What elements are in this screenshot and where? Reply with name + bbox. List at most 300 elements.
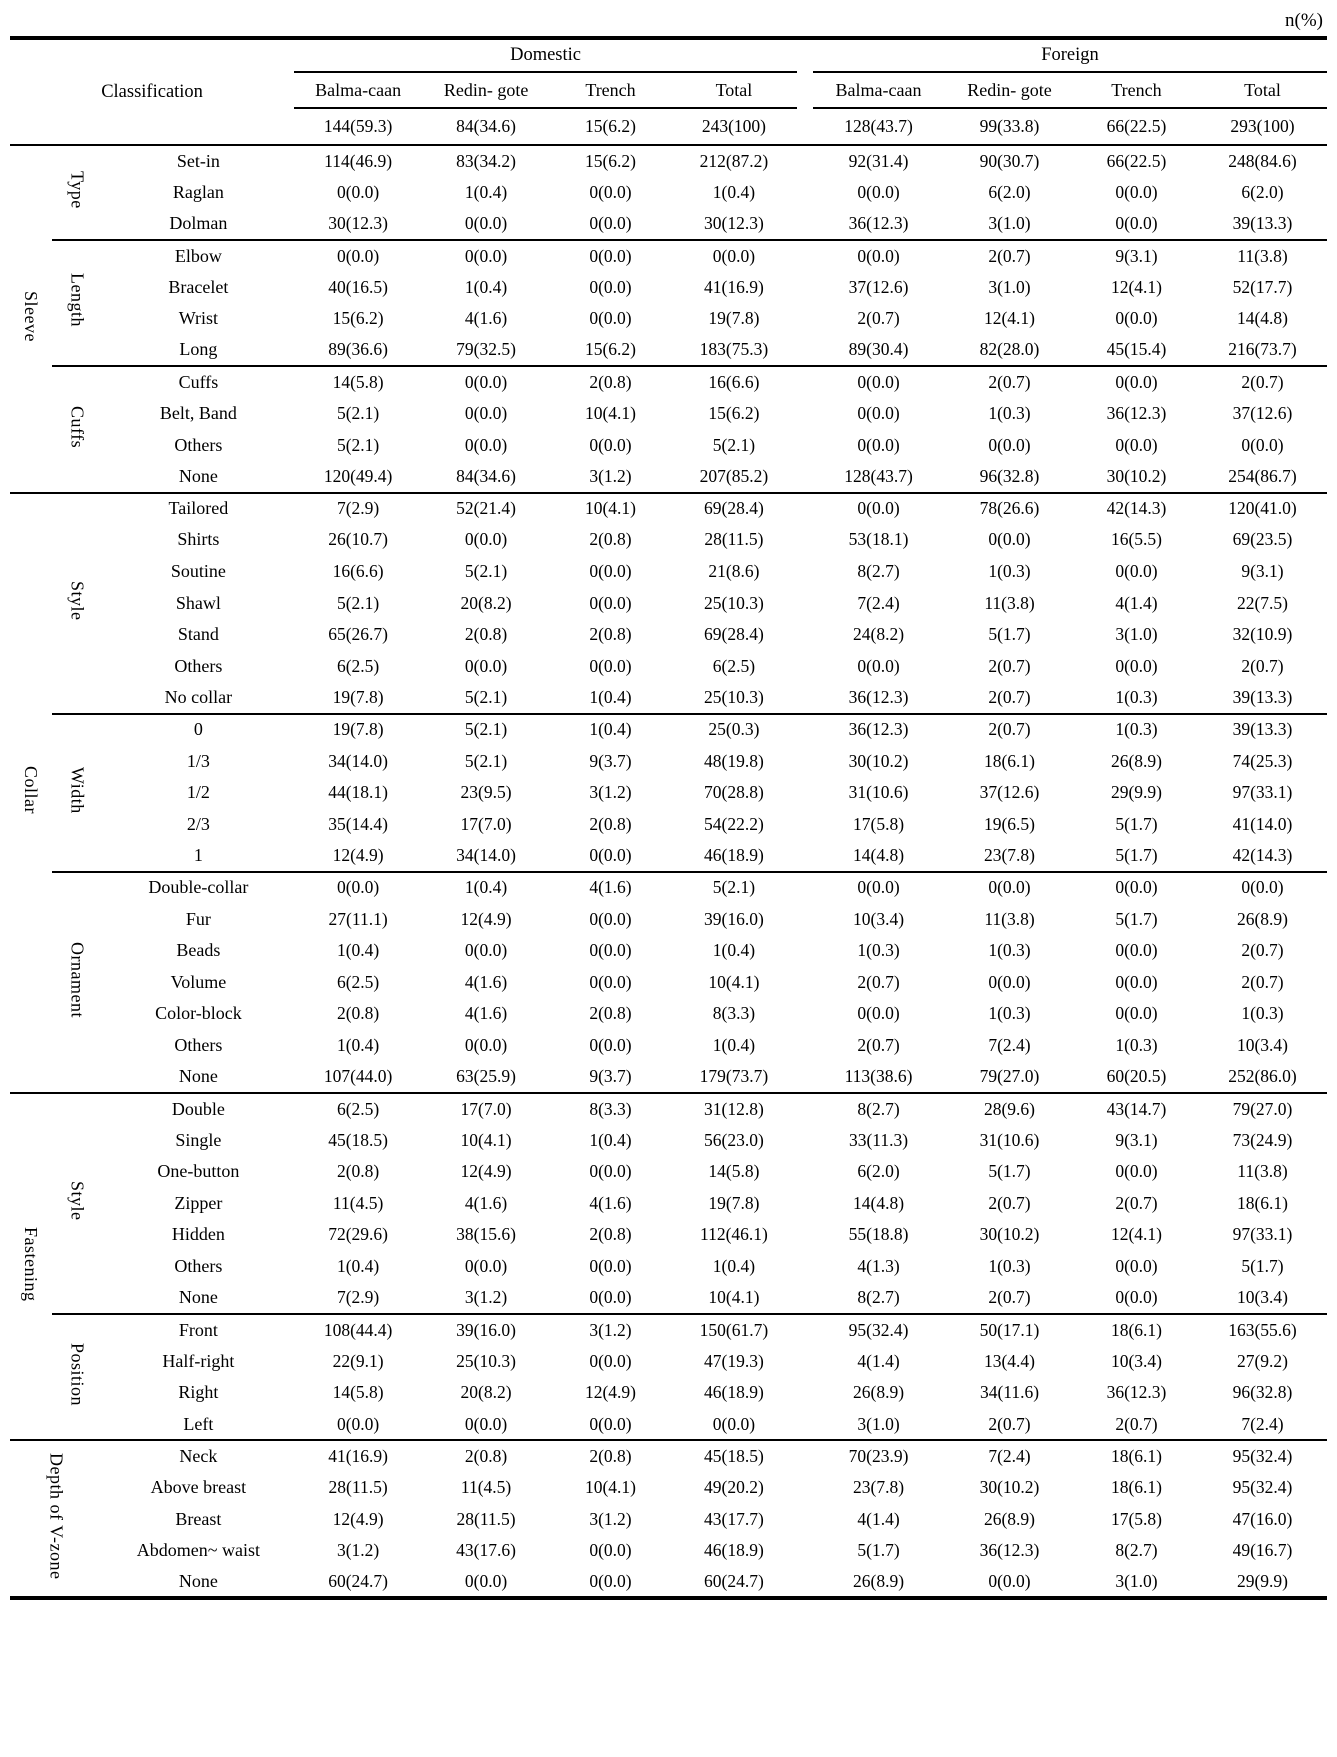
value-foreign-1-stand: 5(1.7) bbox=[988, 624, 1031, 645]
value-foreign-0-hidden: 55(18.8) bbox=[848, 1224, 909, 1245]
table-row-collar-0 bbox=[10, 714, 1327, 746]
value-foreign-0-color-block: 0(0.0) bbox=[857, 1003, 900, 1024]
row-gap bbox=[797, 840, 813, 872]
value-foreign-1-dolman: 3(1.0) bbox=[988, 212, 1031, 233]
value-foreign-0-stand: 24(8.2) bbox=[853, 624, 905, 645]
value-foreign-3-none: 254(86.7) bbox=[1228, 465, 1297, 486]
value-domestic-3-none: 10(4.1) bbox=[708, 1287, 760, 1308]
value-foreign-0-half-right: 4(1.4) bbox=[857, 1350, 900, 1371]
value-foreign-2-abdomen-waist: 8(2.7) bbox=[1115, 1540, 1158, 1561]
row-gap bbox=[797, 935, 813, 967]
value-foreign-1-0: 2(0.7) bbox=[944, 714, 1075, 746]
value-foreign-3-one-button: 11(3.8) bbox=[1237, 1161, 1288, 1182]
row-gap bbox=[797, 998, 813, 1030]
item-label-color-block: Color-block bbox=[155, 1003, 242, 1024]
value-domestic-1-double: 17(7.0) bbox=[422, 1093, 550, 1125]
value-domestic-3-hidden: 112(46.1) bbox=[699, 1224, 768, 1245]
value-foreign-1-half-right: 13(4.4) bbox=[983, 1350, 1036, 1371]
column-header-domestic-total: Total bbox=[671, 72, 797, 108]
value-domestic-2-no-collar: 1(0.4) bbox=[589, 686, 632, 707]
value-foreign-0-volume: 2(0.7) bbox=[857, 971, 900, 992]
value-domestic-0-none: 7(2.9) bbox=[336, 1287, 380, 1308]
row-gap bbox=[797, 271, 813, 303]
value-domestic-0-beads: 1(0.4) bbox=[336, 940, 380, 961]
table-row-depth-of-v-zone-abdomen-waist bbox=[10, 1535, 1327, 1567]
total-count-foreign-trench: 66(22.5) bbox=[1075, 108, 1198, 145]
value-foreign-2-color-block: 0(0.0) bbox=[1115, 1003, 1158, 1024]
value-foreign-2-2-3: 5(1.7) bbox=[1115, 813, 1158, 834]
value-domestic-2-double: 8(3.3) bbox=[550, 1093, 671, 1125]
row-gap bbox=[797, 1093, 813, 1125]
value-domestic-0-half-right: 22(9.1) bbox=[332, 1350, 384, 1371]
value-domestic-2-bracelet: 0(0.0) bbox=[589, 276, 632, 297]
value-domestic-0-none: 60(24.7) bbox=[328, 1571, 388, 1592]
value-foreign-2-neck: 18(6.1) bbox=[1075, 1440, 1198, 1472]
value-domestic-3-1-2: 70(28.8) bbox=[704, 782, 764, 803]
group-label-text-sleeve: Sleeve bbox=[21, 290, 42, 342]
table-row-sleeve-belt-band bbox=[10, 398, 1327, 430]
value-domestic-0-1-3: 34(14.0) bbox=[328, 750, 388, 771]
row-gap bbox=[797, 1440, 813, 1472]
value-foreign-0-2-3: 17(5.8) bbox=[853, 813, 905, 834]
item-label-hidden: Hidden bbox=[171, 1224, 225, 1245]
table-row-depth-of-v-zone-above-breast bbox=[10, 1472, 1327, 1504]
value-foreign-2-front: 18(6.1) bbox=[1075, 1314, 1198, 1346]
value-foreign-2-1-3: 26(8.9) bbox=[1110, 750, 1162, 771]
value-domestic-3-left: 0(0.0) bbox=[712, 1413, 756, 1434]
table-row-fastening-left bbox=[10, 1409, 1327, 1441]
row-gap bbox=[797, 1314, 813, 1346]
value-foreign-1-others: 7(2.4) bbox=[988, 1034, 1031, 1055]
value-domestic-0-cuffs: 14(5.8) bbox=[294, 366, 422, 398]
value-foreign-3-half-right: 27(9.2) bbox=[1236, 1350, 1288, 1371]
table-row-fastening-none bbox=[10, 1282, 1327, 1314]
value-foreign-1-one-button: 5(1.7) bbox=[988, 1161, 1031, 1182]
value-domestic-2-volume: 0(0.0) bbox=[589, 971, 632, 992]
value-domestic-2-others: 0(0.0) bbox=[589, 434, 632, 455]
table-row-fastening-single bbox=[10, 1124, 1327, 1156]
value-foreign-0-above-breast: 23(7.8) bbox=[853, 1477, 905, 1498]
group-label-text-fastening: Fastening bbox=[21, 1226, 42, 1302]
item-label-0: 0 bbox=[103, 714, 294, 746]
value-foreign-3-wrist: 14(4.8) bbox=[1236, 308, 1288, 329]
row-gap bbox=[797, 366, 813, 398]
value-foreign-2-others: 0(0.0) bbox=[1115, 1256, 1158, 1277]
value-foreign-2-none: 60(20.5) bbox=[1106, 1066, 1167, 1087]
value-domestic-0-elbow: 0(0.0) bbox=[294, 240, 422, 272]
subgroup-label-sleeve-type bbox=[52, 145, 102, 240]
value-domestic-3-right: 46(18.9) bbox=[704, 1382, 764, 1403]
group-label-depth-of-v-zone bbox=[10, 1440, 103, 1598]
value-domestic-3-front: 150(61.7) bbox=[671, 1314, 797, 1346]
table-body bbox=[10, 145, 1327, 1598]
table-row-collar-none bbox=[10, 1061, 1327, 1093]
value-foreign-3-others: 0(0.0) bbox=[1241, 434, 1284, 455]
value-domestic-3-fur: 39(16.0) bbox=[704, 908, 764, 929]
value-domestic-3-neck: 45(18.5) bbox=[671, 1440, 797, 1472]
value-domestic-2-soutine: 0(0.0) bbox=[589, 561, 632, 582]
table-row-collar-1 bbox=[10, 840, 1327, 872]
value-foreign-0-neck: 70(23.9) bbox=[813, 1440, 944, 1472]
group-label-collar bbox=[10, 493, 52, 1093]
value-domestic-1-0: 5(2.1) bbox=[422, 714, 550, 746]
table-row-collar-others bbox=[10, 1030, 1327, 1062]
item-label-raglan: Raglan bbox=[172, 181, 224, 202]
value-domestic-0-shawl: 5(2.1) bbox=[336, 592, 380, 613]
value-foreign-3-2-3: 41(14.0) bbox=[1232, 813, 1293, 834]
subgroup-label-sleeve-length bbox=[52, 240, 102, 366]
value-foreign-0-none: 128(43.7) bbox=[844, 465, 913, 486]
value-foreign-2-0: 1(0.3) bbox=[1075, 714, 1198, 746]
value-domestic-3-zipper: 19(7.8) bbox=[708, 1192, 760, 1213]
value-foreign-1-long: 82(28.0) bbox=[979, 339, 1040, 360]
value-domestic-3-one-button: 14(5.8) bbox=[708, 1161, 760, 1182]
subgroup-label-fastening-position bbox=[52, 1314, 102, 1440]
table-row-collar-soutine bbox=[10, 556, 1327, 588]
item-label-one-button: One-button bbox=[157, 1161, 240, 1182]
column-header-foreign-total: Total bbox=[1198, 72, 1327, 108]
value-foreign-2-double: 43(14.7) bbox=[1075, 1093, 1198, 1125]
value-foreign-3-tailored: 120(41.0) bbox=[1198, 493, 1327, 525]
value-foreign-1-none: 2(0.7) bbox=[988, 1287, 1031, 1308]
value-domestic-3-double: 31(12.8) bbox=[671, 1093, 797, 1125]
item-label-abdomen-waist: Abdomen~ waist bbox=[136, 1540, 261, 1561]
value-domestic-1-belt-band: 0(0.0) bbox=[464, 403, 508, 424]
value-foreign-3-fur: 26(8.9) bbox=[1236, 908, 1288, 929]
table-row-sleeve-others bbox=[10, 429, 1327, 461]
value-foreign-1-others: 2(0.7) bbox=[988, 655, 1031, 676]
value-domestic-0-tailored: 7(2.9) bbox=[294, 493, 422, 525]
table-row-sleeve-none bbox=[10, 461, 1327, 493]
value-foreign-2-none: 3(1.0) bbox=[1115, 1571, 1158, 1592]
value-domestic-1-1-3: 5(2.1) bbox=[464, 750, 508, 771]
table-row-sleeve-long bbox=[10, 335, 1327, 367]
value-foreign-1-zipper: 2(0.7) bbox=[988, 1192, 1031, 1213]
item-label-others: Others bbox=[174, 655, 223, 676]
value-foreign-0-bracelet: 37(12.6) bbox=[848, 276, 909, 297]
value-foreign-1-volume: 0(0.0) bbox=[988, 971, 1031, 992]
value-foreign-0-fur: 10(3.4) bbox=[853, 908, 905, 929]
subgroup-label-collar-ornament bbox=[52, 872, 102, 1093]
value-foreign-3-shawl: 22(7.5) bbox=[1236, 592, 1288, 613]
total-count-foreign-redingote: 99(33.8) bbox=[944, 108, 1075, 145]
value-domestic-0-volume: 6(2.5) bbox=[336, 971, 380, 992]
item-label-beads: Beads bbox=[176, 940, 221, 961]
value-domestic-1-bracelet: 1(0.4) bbox=[464, 276, 508, 297]
value-foreign-3-others: 10(3.4) bbox=[1236, 1034, 1288, 1055]
value-foreign-2-none: 0(0.0) bbox=[1115, 1287, 1158, 1308]
value-foreign-0-long: 89(30.4) bbox=[848, 339, 909, 360]
value-foreign-0-right: 26(8.9) bbox=[853, 1382, 905, 1403]
value-foreign-0-none: 8(2.7) bbox=[857, 1287, 900, 1308]
value-foreign-0-abdomen-waist: 5(1.7) bbox=[857, 1540, 900, 1561]
row-gap bbox=[797, 1472, 813, 1504]
value-domestic-2-one-button: 0(0.0) bbox=[589, 1161, 632, 1182]
table-row-sleeve-bracelet bbox=[10, 271, 1327, 303]
table-row-collar-shawl bbox=[10, 587, 1327, 619]
row-gap bbox=[797, 808, 813, 840]
value-foreign-1-none: 0(0.0) bbox=[988, 1571, 1031, 1592]
value-foreign-1-elbow: 2(0.7) bbox=[944, 240, 1075, 272]
value-foreign-3-none: 29(9.9) bbox=[1236, 1571, 1288, 1592]
value-domestic-3-stand: 69(28.4) bbox=[704, 624, 764, 645]
row-gap bbox=[797, 872, 813, 904]
value-foreign-2-others: 0(0.0) bbox=[1115, 434, 1158, 455]
value-domestic-0-zipper: 11(4.5) bbox=[332, 1192, 384, 1213]
value-domestic-0-set-in: 114(46.9) bbox=[294, 145, 422, 177]
value-domestic-1-none: 0(0.0) bbox=[464, 1571, 508, 1592]
value-domestic-2-above-breast: 10(4.1) bbox=[584, 1477, 637, 1498]
value-foreign-2-others: 1(0.3) bbox=[1115, 1034, 1158, 1055]
row-gap bbox=[797, 1156, 813, 1188]
table-row-collar-tailored bbox=[10, 493, 1327, 525]
column-header-domestic-balmacaan: Balma-caan bbox=[294, 72, 422, 108]
value-domestic-3-tailored: 69(28.4) bbox=[671, 493, 797, 525]
value-domestic-1-abdomen-waist: 43(17.6) bbox=[456, 1540, 516, 1561]
value-foreign-0-dolman: 36(12.3) bbox=[848, 212, 909, 233]
row-gap bbox=[797, 398, 813, 430]
table-row-fastening-zipper bbox=[10, 1188, 1327, 1220]
value-foreign-1-raglan: 6(2.0) bbox=[988, 181, 1031, 202]
value-foreign-2-left: 2(0.7) bbox=[1115, 1413, 1158, 1434]
value-foreign-0-double: 8(2.7) bbox=[813, 1093, 944, 1125]
value-foreign-2-long: 45(15.4) bbox=[1106, 339, 1167, 360]
item-label-above-breast: Above breast bbox=[150, 1477, 247, 1498]
value-foreign-3-1-2: 97(33.1) bbox=[1232, 782, 1293, 803]
value-foreign-2-1: 5(1.7) bbox=[1115, 844, 1158, 865]
table-row-fastening-front bbox=[10, 1314, 1327, 1346]
value-foreign-3-cuffs: 2(0.7) bbox=[1198, 366, 1327, 398]
value-domestic-3-1: 46(18.9) bbox=[704, 844, 764, 865]
value-domestic-1-cuffs: 0(0.0) bbox=[422, 366, 550, 398]
value-foreign-1-belt-band: 1(0.3) bbox=[988, 403, 1031, 424]
subgroup-label-fastening-style bbox=[52, 1093, 102, 1314]
group-label-text-collar: Collar bbox=[21, 766, 42, 815]
value-domestic-3-2-3: 54(22.2) bbox=[704, 813, 764, 834]
value-foreign-0-others: 4(1.3) bbox=[857, 1256, 900, 1277]
value-domestic-2-cuffs: 2(0.8) bbox=[550, 366, 671, 398]
value-foreign-2-double-collar: 0(0.0) bbox=[1075, 872, 1198, 904]
value-domestic-0-0: 19(7.8) bbox=[294, 714, 422, 746]
value-foreign-2-set-in: 66(22.5) bbox=[1075, 145, 1198, 177]
value-domestic-2-stand: 2(0.8) bbox=[589, 624, 632, 645]
value-domestic-2-abdomen-waist: 0(0.0) bbox=[589, 1540, 632, 1561]
value-foreign-2-fur: 5(1.7) bbox=[1115, 908, 1158, 929]
classification-table bbox=[10, 36, 1327, 1600]
row-gap bbox=[797, 903, 813, 935]
total-count-domestic-total: 243(100) bbox=[671, 108, 797, 145]
value-foreign-0-one-button: 6(2.0) bbox=[857, 1161, 900, 1182]
value-foreign-3-double: 79(27.0) bbox=[1198, 1093, 1327, 1125]
row-gap bbox=[797, 493, 813, 525]
value-domestic-0-1: 12(4.9) bbox=[332, 844, 384, 865]
value-foreign-1-2-3: 19(6.5) bbox=[983, 813, 1036, 834]
value-foreign-1-shirts: 0(0.0) bbox=[988, 529, 1031, 550]
value-domestic-1-1: 34(14.0) bbox=[456, 844, 516, 865]
value-domestic-3-beads: 1(0.4) bbox=[712, 940, 756, 961]
value-domestic-3-abdomen-waist: 46(18.9) bbox=[704, 1540, 764, 1561]
value-domestic-1-others: 0(0.0) bbox=[464, 1034, 508, 1055]
item-label-others: Others bbox=[174, 1034, 223, 1055]
row-gap bbox=[797, 1188, 813, 1220]
item-label-volume: Volume bbox=[170, 971, 227, 992]
value-foreign-3-right: 96(32.8) bbox=[1232, 1382, 1293, 1403]
value-foreign-0-1: 14(4.8) bbox=[853, 844, 905, 865]
value-domestic-3-dolman: 30(12.3) bbox=[704, 212, 764, 233]
value-domestic-3-set-in: 212(87.2) bbox=[671, 145, 797, 177]
value-foreign-2-wrist: 0(0.0) bbox=[1115, 308, 1158, 329]
value-domestic-2-0: 1(0.4) bbox=[550, 714, 671, 746]
value-domestic-1-neck: 2(0.8) bbox=[422, 1440, 550, 1472]
value-foreign-1-breast: 26(8.9) bbox=[983, 1508, 1036, 1529]
value-domestic-0-abdomen-waist: 3(1.2) bbox=[336, 1540, 380, 1561]
value-domestic-3-belt-band: 15(6.2) bbox=[708, 403, 760, 424]
value-domestic-1-zipper: 4(1.6) bbox=[464, 1192, 508, 1213]
value-foreign-3-neck: 95(32.4) bbox=[1198, 1440, 1327, 1472]
table-row-fastening-others bbox=[10, 1251, 1327, 1283]
table-row-collar-1-2 bbox=[10, 777, 1327, 809]
value-foreign-1-tailored: 78(26.6) bbox=[944, 493, 1075, 525]
value-foreign-3-belt-band: 37(12.6) bbox=[1232, 403, 1293, 424]
row-gap bbox=[797, 682, 813, 714]
value-domestic-1-long: 79(32.5) bbox=[456, 339, 516, 360]
value-foreign-1-neck: 7(2.4) bbox=[944, 1440, 1075, 1472]
value-domestic-2-2-3: 2(0.8) bbox=[589, 813, 632, 834]
value-domestic-0-bracelet: 40(16.5) bbox=[328, 276, 388, 297]
value-domestic-2-fur: 0(0.0) bbox=[589, 908, 632, 929]
value-domestic-0-belt-band: 5(2.1) bbox=[336, 403, 380, 424]
value-foreign-0-others: 0(0.0) bbox=[857, 434, 900, 455]
row-gap bbox=[797, 777, 813, 809]
row-gap bbox=[797, 587, 813, 619]
row-gap bbox=[797, 1061, 813, 1093]
value-foreign-3-single: 73(24.9) bbox=[1232, 1129, 1293, 1150]
value-foreign-1-cuffs: 2(0.7) bbox=[944, 366, 1075, 398]
foreign-group-header: Foreign bbox=[813, 38, 1327, 72]
value-foreign-3-raglan: 6(2.0) bbox=[1241, 181, 1284, 202]
value-foreign-1-soutine: 1(0.3) bbox=[988, 561, 1031, 582]
value-domestic-2-others: 0(0.0) bbox=[589, 1256, 632, 1277]
value-domestic-0-raglan: 0(0.0) bbox=[336, 181, 380, 202]
value-foreign-3-0: 39(13.3) bbox=[1198, 714, 1327, 746]
value-foreign-3-no-collar: 39(13.3) bbox=[1232, 686, 1293, 707]
row-gap bbox=[797, 1535, 813, 1567]
value-foreign-0-no-collar: 36(12.3) bbox=[848, 686, 909, 707]
value-domestic-1-1-2: 23(9.5) bbox=[460, 782, 512, 803]
header-group-row bbox=[10, 38, 1327, 72]
value-domestic-2-others: 0(0.0) bbox=[589, 1034, 632, 1055]
value-foreign-1-1: 23(7.8) bbox=[983, 844, 1036, 865]
table-row-sleeve-raglan bbox=[10, 177, 1327, 209]
value-domestic-3-long: 183(75.3) bbox=[699, 339, 769, 360]
value-foreign-0-others: 2(0.7) bbox=[857, 1034, 900, 1055]
value-domestic-1-stand: 2(0.8) bbox=[464, 624, 508, 645]
value-domestic-0-shirts: 26(10.7) bbox=[328, 529, 388, 550]
value-domestic-1-wrist: 4(1.6) bbox=[464, 308, 508, 329]
value-foreign-3-beads: 2(0.7) bbox=[1241, 940, 1284, 961]
value-domestic-3-none: 60(24.7) bbox=[704, 1571, 764, 1592]
item-label-shawl: Shawl bbox=[175, 592, 221, 613]
value-domestic-2-tailored: 10(4.1) bbox=[550, 493, 671, 525]
value-domestic-0-neck: 41(16.9) bbox=[294, 1440, 422, 1472]
item-label-wrist: Wrist bbox=[178, 308, 219, 329]
value-foreign-1-1-2: 37(12.6) bbox=[979, 782, 1040, 803]
item-label-breast: Breast bbox=[175, 1508, 222, 1529]
value-domestic-3-1-3: 48(19.8) bbox=[704, 750, 764, 771]
value-foreign-2-belt-band: 36(12.3) bbox=[1106, 403, 1167, 424]
item-label-single: Single bbox=[175, 1129, 222, 1150]
row-gap bbox=[797, 619, 813, 651]
value-domestic-3-others: 1(0.4) bbox=[712, 1256, 756, 1277]
table-row-collar-no-collar bbox=[10, 682, 1327, 714]
value-foreign-2-bracelet: 12(4.1) bbox=[1110, 276, 1162, 297]
value-domestic-1-set-in: 83(34.2) bbox=[422, 145, 550, 177]
value-domestic-0-above-breast: 28(11.5) bbox=[328, 1477, 388, 1498]
value-domestic-3-elbow: 0(0.0) bbox=[671, 240, 797, 272]
value-domestic-2-right: 12(4.9) bbox=[584, 1382, 637, 1403]
value-domestic-1-soutine: 5(2.1) bbox=[464, 561, 508, 582]
value-foreign-3-stand: 32(10.9) bbox=[1232, 624, 1293, 645]
row-gap bbox=[797, 240, 813, 272]
value-domestic-0-others: 6(2.5) bbox=[336, 655, 380, 676]
value-domestic-2-raglan: 0(0.0) bbox=[589, 181, 632, 202]
item-label-right: Right bbox=[178, 1382, 219, 1403]
column-header-foreign-redingote: Redin- gote bbox=[944, 72, 1075, 108]
row-gap bbox=[797, 1567, 813, 1599]
value-domestic-3-single: 56(23.0) bbox=[704, 1129, 764, 1150]
value-foreign-1-wrist: 12(4.1) bbox=[983, 308, 1036, 329]
value-foreign-2-beads: 0(0.0) bbox=[1115, 940, 1158, 961]
row-gap bbox=[797, 1346, 813, 1378]
subgroup-label-text-length: Length bbox=[67, 273, 88, 328]
row-gap bbox=[797, 556, 813, 588]
item-label-none: None bbox=[178, 1571, 218, 1592]
table-row-collar-shirts bbox=[10, 524, 1327, 556]
total-count-domestic-trench: 15(6.2) bbox=[550, 108, 671, 145]
value-domestic-3-others: 1(0.4) bbox=[712, 1034, 756, 1055]
value-domestic-1-none: 63(25.9) bbox=[456, 1066, 516, 1087]
table-row-depth-of-v-zone-none bbox=[10, 1567, 1327, 1599]
value-domestic-2-1-2: 3(1.2) bbox=[589, 782, 632, 803]
value-domestic-1-one-button: 12(4.9) bbox=[460, 1161, 512, 1182]
value-domestic-2-beads: 0(0.0) bbox=[589, 940, 632, 961]
item-label-neck: Neck bbox=[103, 1440, 294, 1472]
value-domestic-2-left: 0(0.0) bbox=[589, 1413, 632, 1434]
value-domestic-0-2-3: 35(14.4) bbox=[328, 813, 388, 834]
value-foreign-3-elbow: 11(3.8) bbox=[1198, 240, 1327, 272]
value-foreign-0-belt-band: 0(0.0) bbox=[857, 403, 900, 424]
value-domestic-3-wrist: 19(7.8) bbox=[708, 308, 760, 329]
value-domestic-1-fur: 12(4.9) bbox=[460, 908, 512, 929]
row-gap bbox=[797, 651, 813, 683]
value-foreign-1-color-block: 1(0.3) bbox=[988, 1003, 1031, 1024]
value-domestic-1-single: 10(4.1) bbox=[460, 1129, 512, 1150]
table-row-fastening-double bbox=[10, 1093, 1327, 1125]
value-foreign-1-right: 34(11.6) bbox=[979, 1382, 1040, 1403]
row-gap bbox=[797, 1030, 813, 1062]
group-label-fastening bbox=[10, 1093, 52, 1441]
item-label-others: Others bbox=[174, 1256, 223, 1277]
value-domestic-0-dolman: 30(12.3) bbox=[328, 212, 388, 233]
value-domestic-1-raglan: 1(0.4) bbox=[464, 181, 508, 202]
value-domestic-1-others: 0(0.0) bbox=[464, 434, 508, 455]
value-foreign-1-shawl: 11(3.8) bbox=[984, 592, 1035, 613]
value-domestic-3-shirts: 28(11.5) bbox=[704, 529, 764, 550]
subgroup-label-text-type: Type bbox=[67, 171, 88, 209]
value-foreign-0-raglan: 0(0.0) bbox=[857, 181, 900, 202]
value-domestic-0-others: 1(0.4) bbox=[336, 1034, 380, 1055]
value-foreign-2-zipper: 2(0.7) bbox=[1115, 1192, 1158, 1213]
